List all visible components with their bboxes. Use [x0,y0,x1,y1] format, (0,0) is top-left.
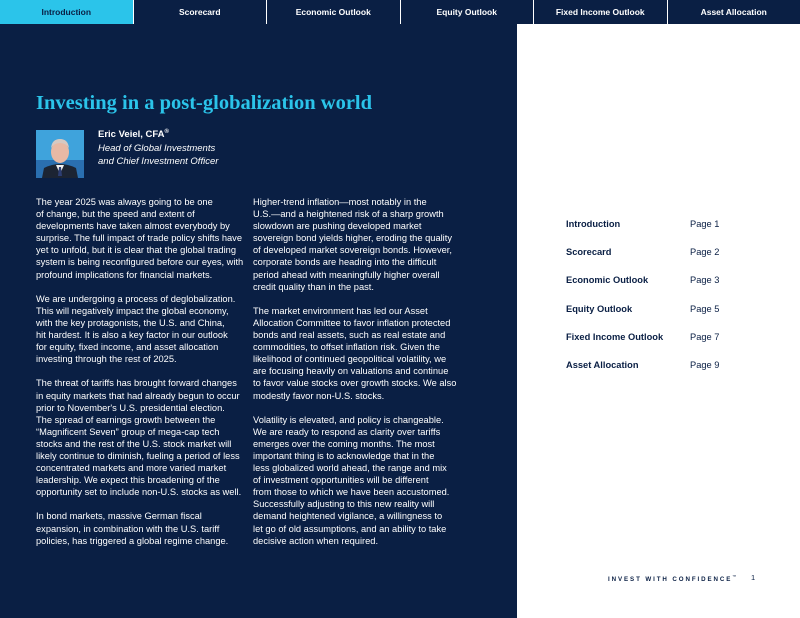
toc-label: Introduction [566,219,621,229]
paragraph: The year 2025 was always going to be one of change, but the speed and extent of developments have taken almost everybody by surprise. The full impact of trade policy shifts have yet to unfold, but it is clear that the global trading system is being reconfigured before our eyes, with profound implications for financial markets. [36,197,244,280]
table-of-contents [566,219,736,388]
toc-label: Economic Outlook [566,275,649,286]
toc-page: Page 2 [690,247,720,258]
tab-economic-outlook[interactable]: Economic Outlook [267,0,401,24]
toc-page: Page 3 [690,275,720,286]
toc-page: Page 9 [690,359,720,370]
top-nav-tabs [0,0,800,24]
paragraph: Volatility is elevated, and policy is changeable. We are ready to respond as clarity over tariffs emerges over the coming months. The most important thing is to acknowledge that in the less globalized world ahead, the range and mix of investment opportunities will be different from those to which we have been accustomed. Successfully adjusting to this new reality will demand heightened vigilance, a willingness to let go of old assumptions, and an ability to take decisive action when required. [253,414,450,546]
author-role [98,142,218,168]
article-panel [0,24,517,618]
toc-item-economic-outlook[interactable] [566,275,736,303]
author-photo [36,130,84,178]
author-name: Eric Veiel, CFA® [98,129,169,141]
author-role-line: and Chief Investment Officer [98,156,219,167]
tab-introduction[interactable]: Introduction [0,0,134,24]
toc-label: Asset Allocation [566,359,639,370]
toc-item-scorecard[interactable] [566,247,736,275]
toc-label: Fixed Income Outlook [566,331,664,342]
toc-item-fixed-income-outlook[interactable] [566,332,736,360]
paragraph: The threat of tariffs has brought forward changes in equity markets that had already begun to occur prior to November's U.S. presidential election. The spread of earnings growth between the “Magnificent Seven” group of mega-cap tech stocks and the rest of the U.S. stock market will likely continue to diminish, fueling a period of less concentrated markets and more varied market leadership. We expect this broadening of the opportunity set to include non-U.S. stocks as well. [36,378,242,498]
paragraph: The market environment has led our Asset Allocation Committee to favor inflation protected bonds and real assets, such as real estate and commodities, to offset inflation risk. Given the likelihood of continued geopolitical volatility, we are focusing heavily on valuations and continue to favor value stocks over growth stocks. We also modestly favor non-U.S. stocks. [253,305,457,401]
paragraph: In bond markets, massive German fiscal expansion, in combination with the U.S. tariff policies, has triggered a global regime change. [36,511,229,546]
author-role-line: Head of Global Investments [98,143,216,154]
toc-label: Scorecard [566,247,612,258]
tab-scorecard[interactable]: Scorecard [134,0,268,24]
toc-page: Page 7 [690,331,720,342]
footer-tagline: INVEST WITH CONFIDENCE™ [608,574,737,584]
tab-equity-outlook[interactable]: Equity Outlook [401,0,535,24]
page-number: 1 [751,573,756,582]
article-column-2 [253,196,465,559]
toc-item-asset-allocation[interactable] [566,360,736,388]
paragraph: We are undergoing a process of deglobalization. This will negatively impact the global economy, with the key protagonists, the U.S. and China, hit hardest. It is also a key factor in our outlook for equity, fixed income, and asset allocation investing through the rest of 2025. [36,293,236,365]
tab-asset-allocation[interactable]: Asset Allocation [700,7,767,17]
toc-page: Page 1 [690,219,720,229]
article-title: Investing in a post-globalization world [36,92,373,114]
paragraph: Higher-trend inflation—most notably in the U.S.—and a heightened risk of a sharp growth slowdown are pushing developed market sovereign bond yields higher, eroding the quality of developed market sovereign bonds. However, corporate bonds are heading into the difficult period ahead with meaningfully higher overall credit quality than in the past. [253,197,452,292]
toc-label: Equity Outlook [566,303,633,314]
toc-page: Page 5 [690,303,720,314]
toc-item-introduction[interactable] [566,219,736,247]
article-column-1 [36,196,248,559]
tab-fixed-income-outlook[interactable]: Fixed Income Outlook [534,0,668,24]
toc-item-equity-outlook[interactable] [566,304,736,332]
